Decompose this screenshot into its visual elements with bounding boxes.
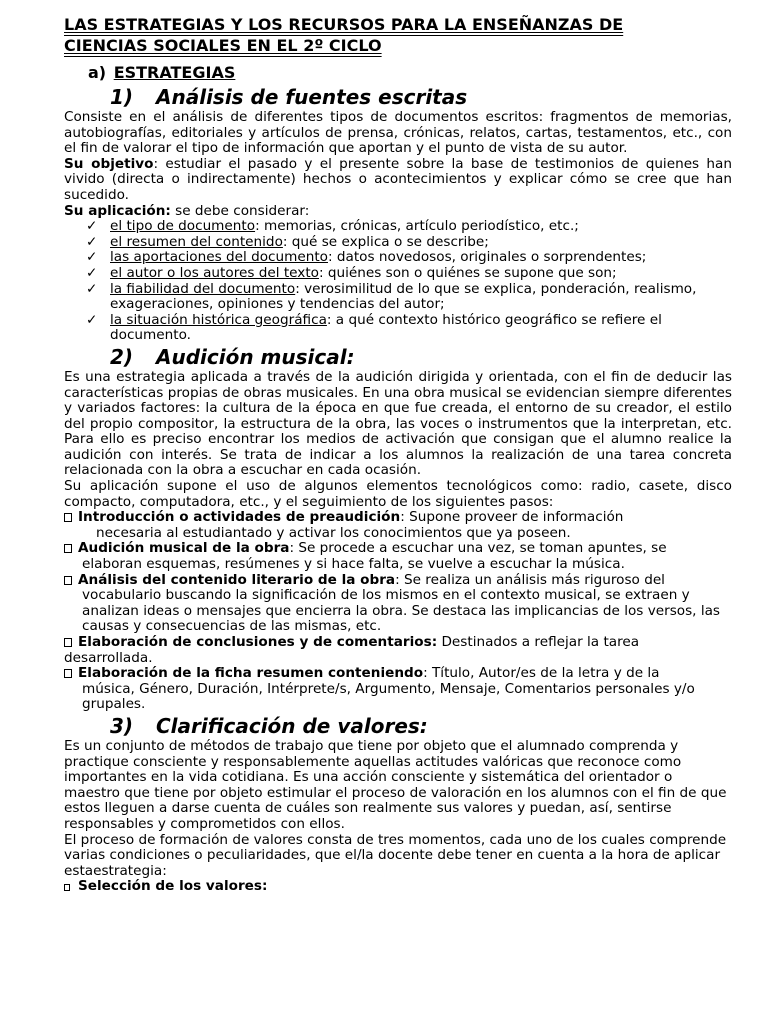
square-bullet-icon xyxy=(64,884,70,891)
section-title: Análisis de fuentes escritas xyxy=(156,85,468,109)
section-2-intro: Es una estrategia aplicada a través de la audición dirigida y orientada, con el fin de deducir las características propias de obras musicales. En una obra musical se evidencian siempre diferentes y variados factores: la cultura de la época en que fue creada, el entorno de su creador, el estilo del propio compositor, la estructura de la obra, las voces o instrumentos que la interpretan, etc. Para ello es preciso encontrar los medios de activación que consigan que el alumno realice la audición con interés. Se trata de indicar a los alumnos la realización de una tarea concreta relacionada con la obra a escuchar en cada ocasión. xyxy=(64,368,732,479)
title-line-2: CIENCIAS SOCIALES EN EL 2º CICLO xyxy=(64,36,382,55)
subsection-letter: a) xyxy=(88,63,107,82)
document-page xyxy=(64,14,732,895)
section-1-heading xyxy=(110,84,732,110)
list-item: ✓ el autor o los autores del texto: quiénes son o quiénes se supone que son; xyxy=(86,264,617,281)
section-number: 1) xyxy=(110,85,134,109)
aplicacion-text: se debe considerar: xyxy=(170,202,310,219)
objetivo-label: Su objetivo xyxy=(64,155,154,172)
checkmark-icon: ✓ xyxy=(86,249,98,266)
list-item: ✓ el tipo de documento: memorias, crónicas, artículo periodístico, etc.; xyxy=(86,218,579,235)
section-title: Audición musical: xyxy=(156,344,355,369)
square-bullet-icon xyxy=(64,669,72,678)
section-3-intro-2: El proceso de formación de valores consta de tres momentos, cada uno de los cuales comprende varias condiciones o peculiaridades, que el/la docente debe tener en cuenta a la hora de aplicar estaestrategia: xyxy=(64,831,727,879)
step-item: Audición musical de la obra: Se procede a escuchar una vez, se toman apuntes, se elaboran esquemas, resúmenes y si hace falta, se vuelve a escuchar la música. xyxy=(64,541,732,572)
checkmark-icon: ✓ xyxy=(86,233,98,250)
list-item: ✓ el resumen del contenido: qué se explica o se describe; xyxy=(86,233,489,250)
step-item: Introducción o actividades de preaudición: Supone proveer de información necesaria al estudiantado y activar los conocimientos que ya poseen. xyxy=(64,510,732,541)
section-number: 3) xyxy=(110,713,134,738)
checkmark-icon: ✓ xyxy=(86,280,98,297)
checkmark-icon: ✓ xyxy=(86,218,98,235)
section-number: 2) xyxy=(110,344,134,369)
checkmark-icon: ✓ xyxy=(86,264,98,281)
subsection-a xyxy=(88,62,732,84)
objetivo-text: : estudiar el pasado y el presente sobre la base de testimonios de quienes han vivido (directa o indirectamente) hechos o acontecimientos y explicar cómo se cree que han sucedido. xyxy=(64,155,732,203)
step-item: Selección de los valores: xyxy=(64,879,732,895)
section-1-intro: Consiste en el análisis de diferentes tipos de documentos escritos: fragmentos de memorias, autobiografías, editoriales y artículos de prensa, crónicas, relatos, cartas, testamentos, etc., con el fin de valorar el tipo de información que aportan y el punto de vista de su autor. xyxy=(64,109,732,157)
document-title xyxy=(64,14,732,56)
checklist xyxy=(64,219,732,344)
section-title: Clarificación de valores: xyxy=(156,713,428,738)
list-item: ✓ la situación histórica geográfica: a qué contexto histórico geográfico se refiere el documento. xyxy=(86,311,662,344)
section-3-intro: Es un conjunto de métodos de trabajo que tiene por objeto que el alumnado comprenda y practique consciente y responsablemente aquellas actitudes valóricas que reconoce como importantes en la vida cotidiana. Es una acción consciente y sistemática del orientador o maestro que tiene por objeto estimular el proceso de valoración en los alumnos con el fin de que estos lleguen a darse cuenta de cuáles son realmente sus valores y puedan, así, sentirse responsables y comprometidos con ellos. xyxy=(64,737,727,832)
subsection-title: ESTRATEGIAS xyxy=(113,63,236,82)
section-1-objetivo xyxy=(64,157,732,204)
section-2-intro-2: Su aplicación supone el uso de algunos elementos tecnológicos como: radio, casete, disco compacto, computadora, etc., y el seguimiento de los siguientes pasos: xyxy=(64,478,732,510)
list-item: ✓ la fiabilidad del documento: verosimilitud de lo que se explica, ponderación, realismo, exageraciones, opiniones y tendencias del autor; xyxy=(86,280,697,313)
square-bullet-icon xyxy=(64,513,72,522)
title-line-1: LAS ESTRATEGIAS Y LOS RECURSOS PARA LA ENSEÑANZAS DE xyxy=(64,15,624,34)
square-bullet-icon xyxy=(64,638,72,647)
section-2-heading xyxy=(110,344,732,370)
section-1-aplicacion xyxy=(64,204,732,220)
section-3-heading xyxy=(110,713,732,739)
list-item: ✓ las aportaciones del documento: datos novedosos, originales o sorprendentes; xyxy=(86,249,647,266)
step-item: Elaboración de conclusiones y de comentarios: Destinados a reflejar la tarea desarrollada. xyxy=(64,634,640,666)
aplicacion-label: Su aplicación: xyxy=(64,202,171,219)
checkmark-icon: ✓ xyxy=(86,311,98,328)
square-bullet-icon xyxy=(64,544,72,553)
step-item: Elaboración de la ficha resumen conteniendo: Título, Autor/es de la letra y de la música, Género, Duración, Intérprete/s, Argumento, Mensaje, Comentarios personales y/o grupales. xyxy=(64,666,732,713)
square-bullet-icon xyxy=(64,576,72,585)
step-item: Análisis del contenido literario de la obra: Se realiza un análisis más riguroso del vocabulario buscando la significación de los mismos en el contexto musical, se extraen y analizan ideas o mensajes que encierra la obra. Se destaca las implicancias de los versos, las causas y consecuencias de las mismas, etc. xyxy=(64,573,732,635)
